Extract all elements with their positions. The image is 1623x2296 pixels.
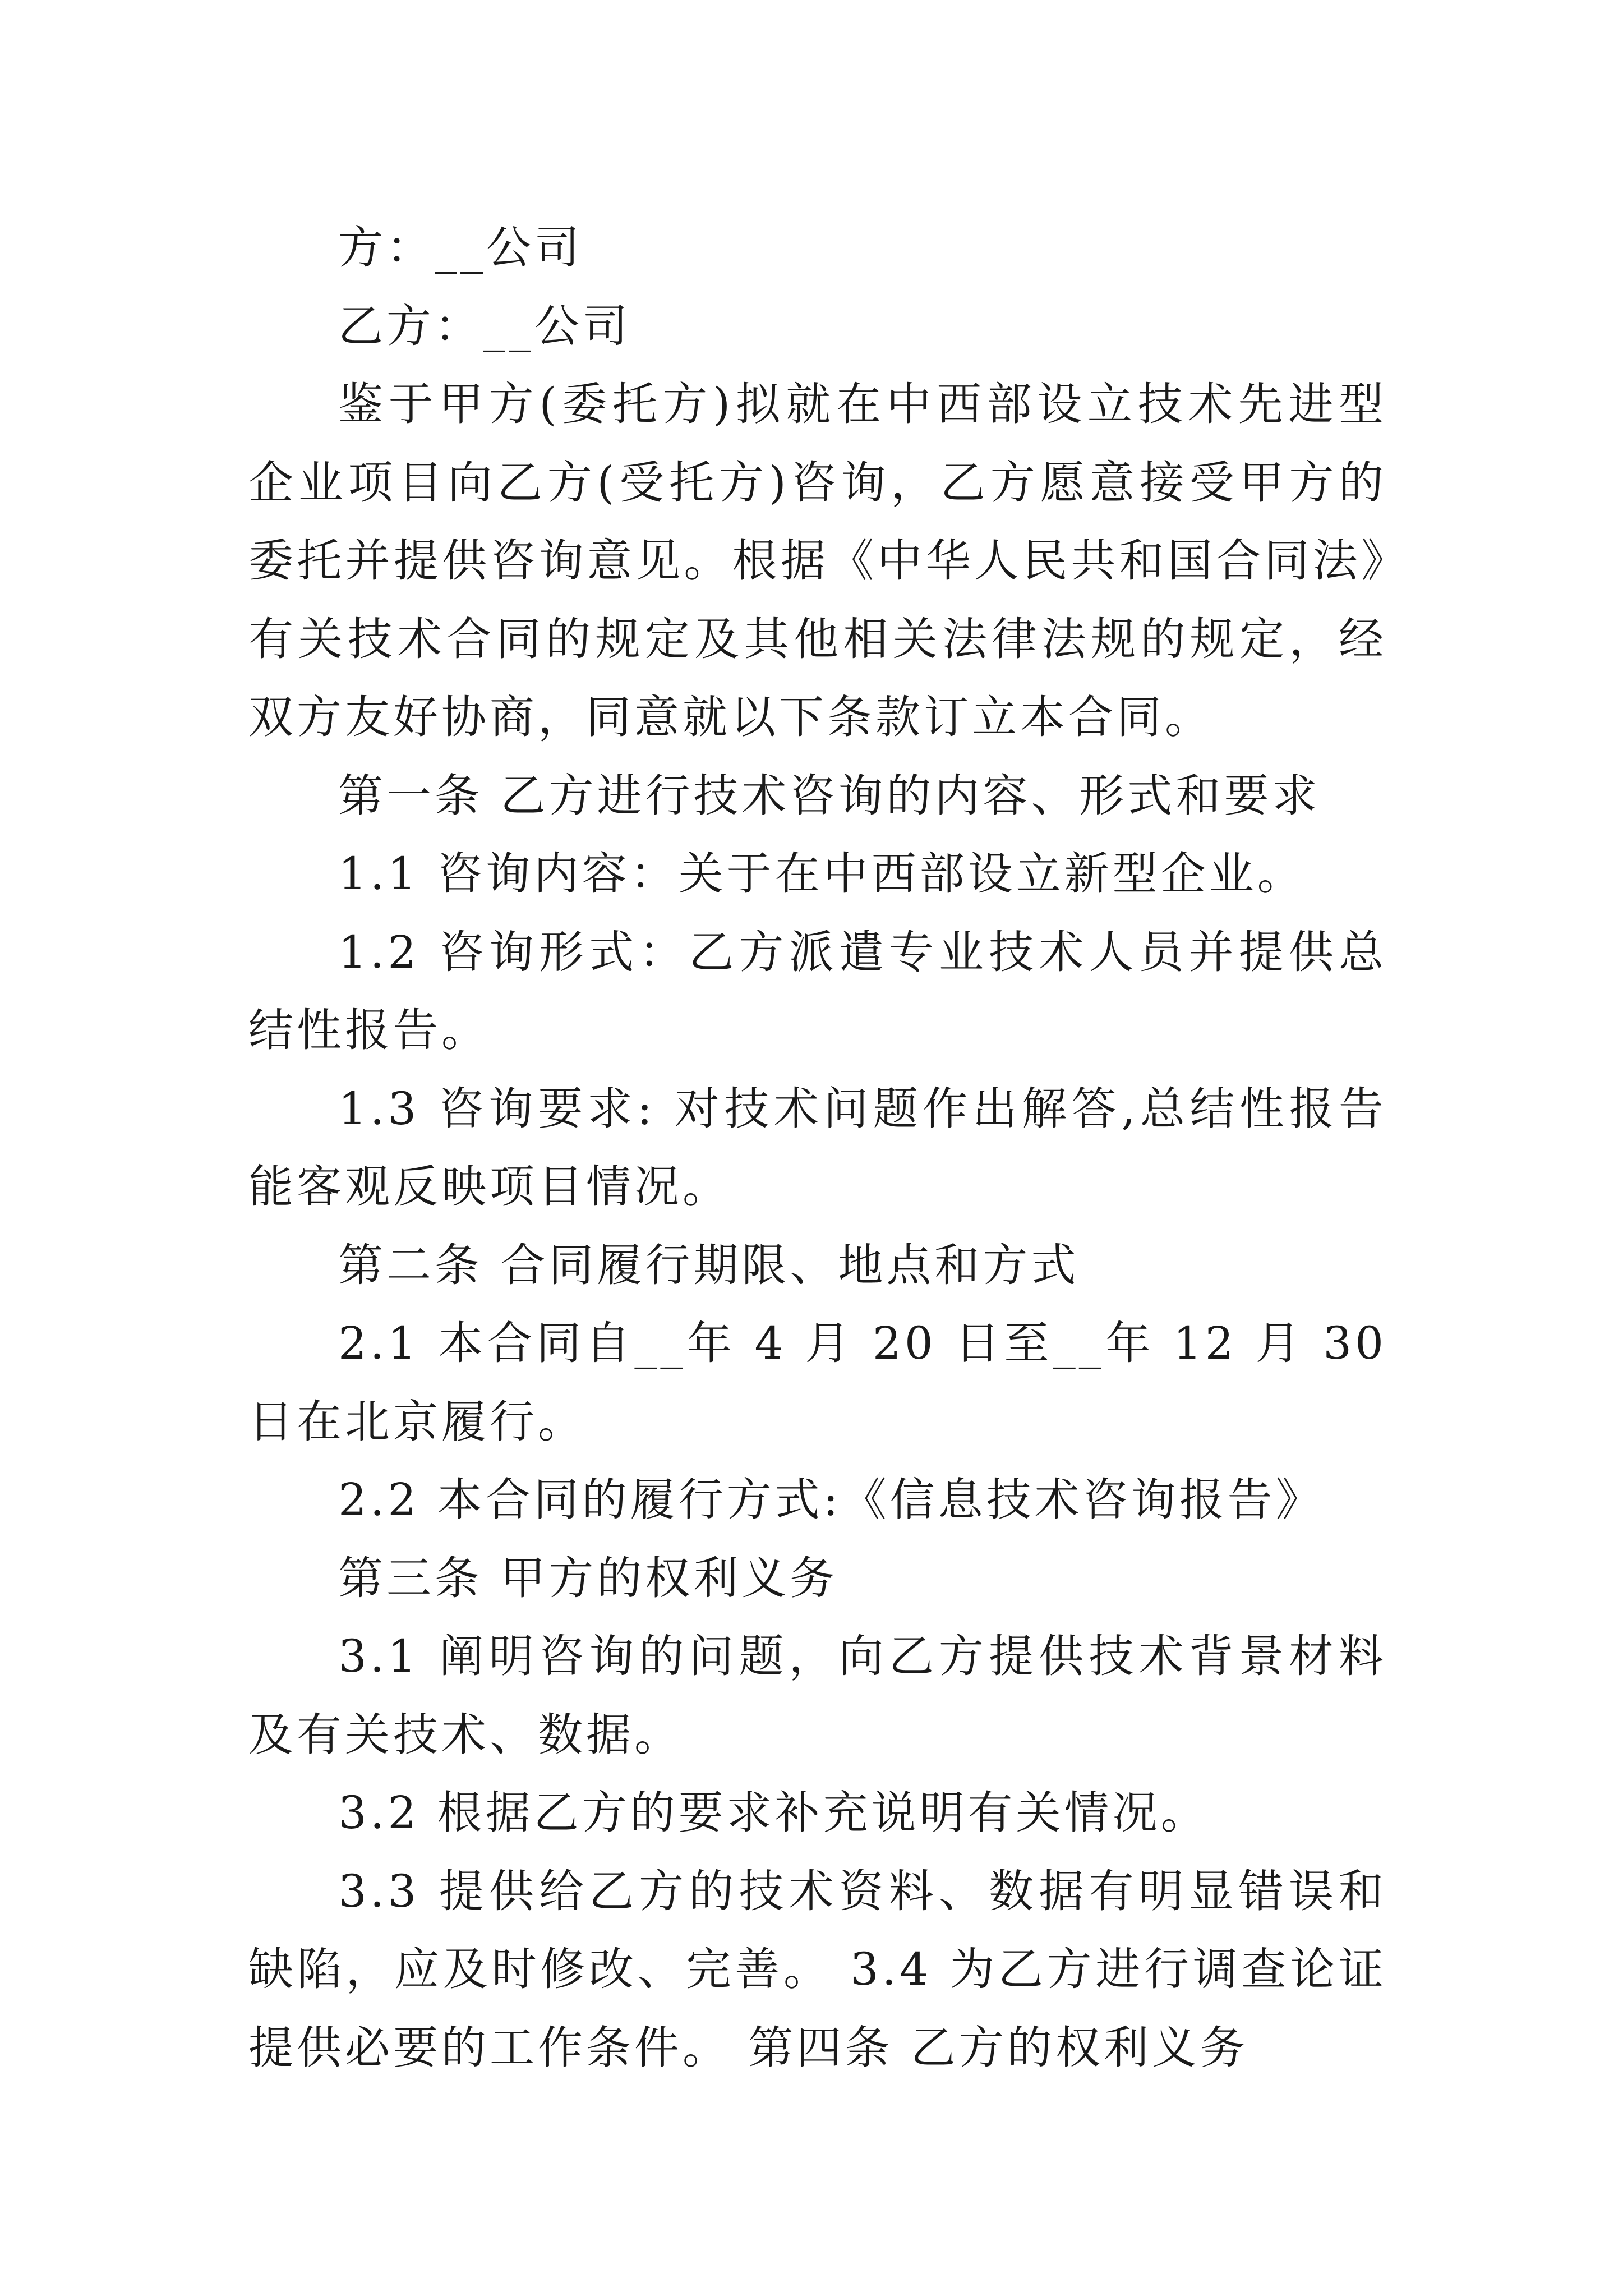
preamble-paragraph: 鉴于甲方(委托方)拟就在中西部设立技术先进型企业项目向乙方(受托方)咨询，乙方愿意接受甲方的委托并提供咨询意见。根据《中华人民共和国合同法》有关技术合同的规定及其他相关法律法规的规定，经双方友好协商，同意就以下条款订立本合同。 (248, 378, 1387, 743)
party-a-line: 方：__公司 (338, 222, 583, 274)
article-1-heading: 第一条 乙方进行技术咨询的内容、形式和要求 (338, 769, 1321, 822)
clause-3-3: 3.3 提供给乙方的技术资料、数据有明显错误和缺陷，应及时修改、完善。 3.4 为乙方进行调查论证提供必要的工作条件。 第四条 乙方的权利义务 (248, 1865, 1387, 2074)
party-b-line: 乙方：__公司 (338, 300, 631, 352)
clause-1-3: 1.3 咨询要求: 对技术问题作出解答,总结性报告能客观反映项目情况。 (248, 1082, 1387, 1213)
clause-2-1: 2.1 本合同自__年 4 月 20 日至__年 12 月 30 日在北京履行。 (248, 1317, 1387, 1448)
clause-1-2: 1.2 咨询形式：乙方派遣专业技术人员并提供总结性报告。 (248, 926, 1387, 1056)
clause-1-1: 1.1 咨询内容：关于在中西部设立新型企业。 (338, 848, 1306, 900)
article-2-heading: 第二条 合同履行期限、地点和方式 (338, 1239, 1080, 1291)
clause-3-1: 3.1 阐明咨询的问题，向乙方提供技术背景材料及有关技术、数据。 (248, 1630, 1387, 1761)
document-body (248, 209, 1387, 2087)
clause-3-2: 3.2 根据乙方的要求补充说明有关情况。 (338, 1787, 1209, 1839)
clause-2-2: 2.2 本合同的履行方式:《信息技术咨询报告》 (338, 1474, 1324, 1526)
article-3-heading: 第三条 甲方的权利义务 (338, 1552, 838, 1604)
